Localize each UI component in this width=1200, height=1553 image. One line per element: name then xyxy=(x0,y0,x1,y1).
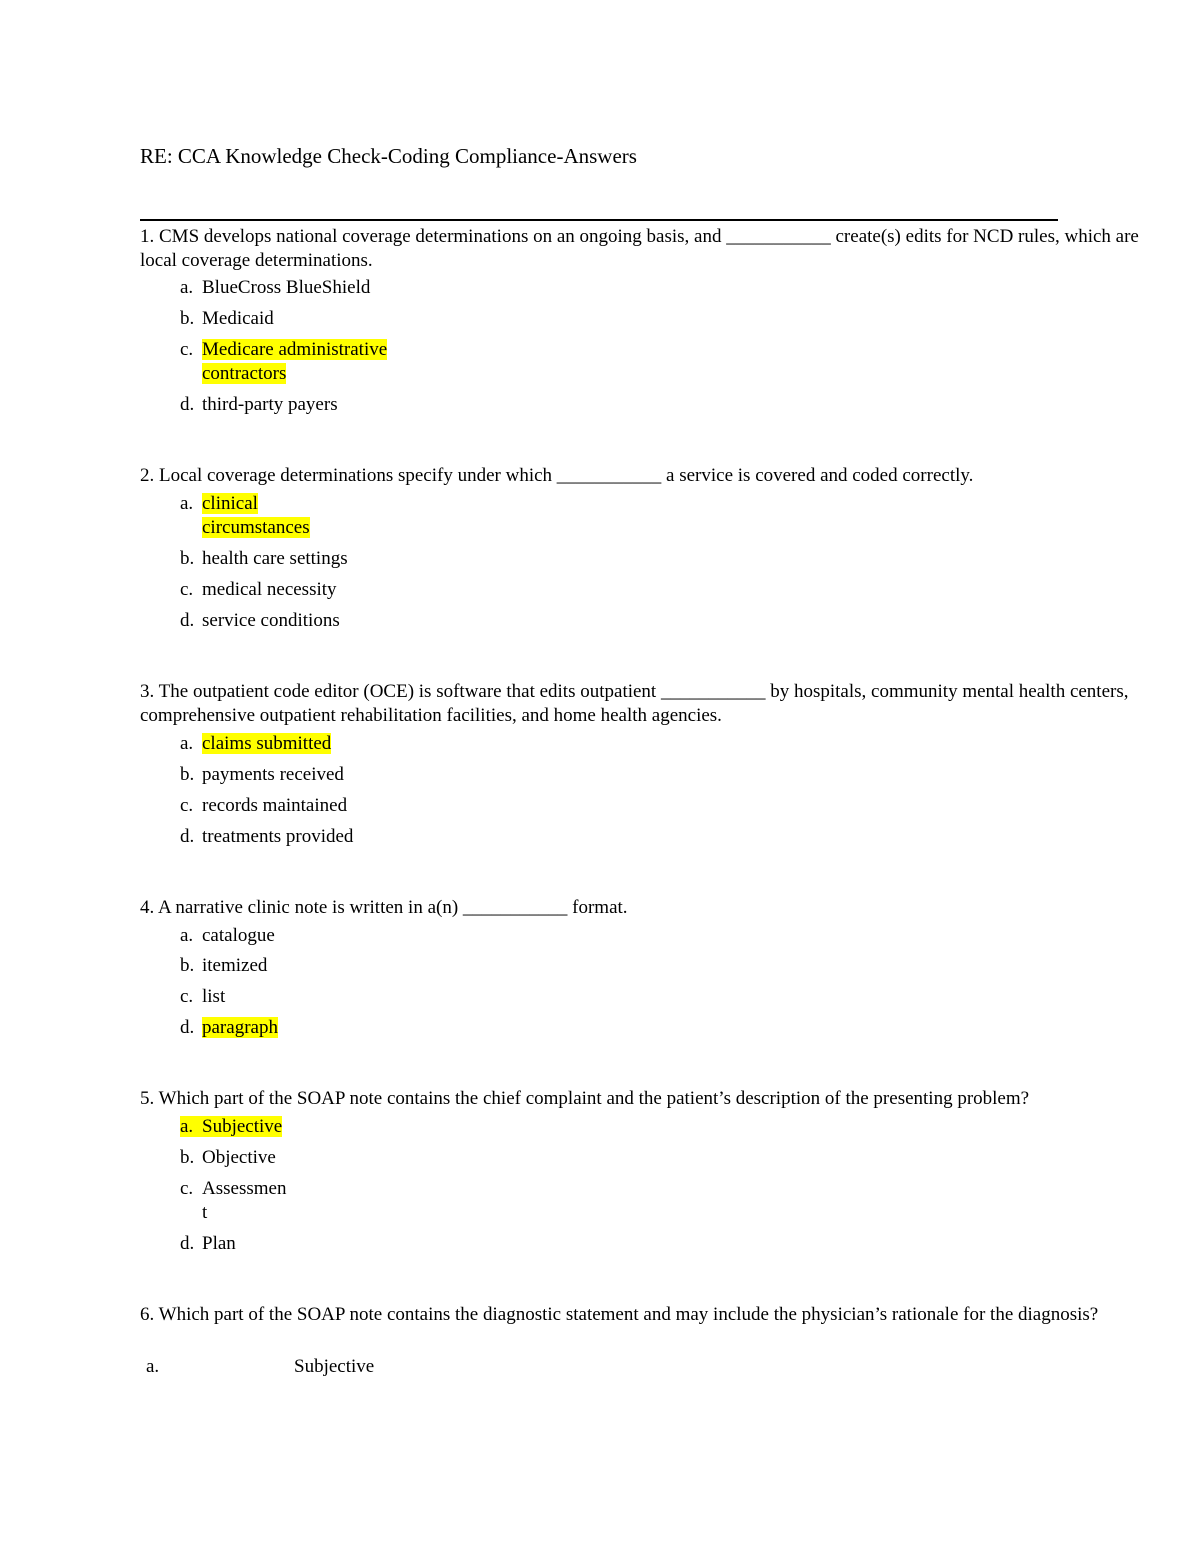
q6-option-a xyxy=(146,1355,374,1379)
option-letter: d. xyxy=(180,610,195,631)
highlighted-answer-line-1: Medicare administrative xyxy=(202,339,388,360)
highlighted-answer xyxy=(180,1116,282,1137)
q2-option-b xyxy=(180,547,348,571)
q4-option-c xyxy=(180,985,225,1009)
q5-option-c xyxy=(180,1177,286,1225)
option-letter: a. xyxy=(146,1356,160,1377)
question-3-text: 3. The outpatient code editor (OCE) is software that edits outpatient ___________ by hospitals, community mental health centers, comprehensive outpatient rehabilitation facilities, and home health agencies. xyxy=(140,681,1129,726)
option-letter: b. xyxy=(180,955,195,976)
q3-option-d xyxy=(180,825,353,849)
option-letter: a. xyxy=(180,733,194,754)
option-letter: b. xyxy=(180,1147,195,1168)
q4-option-b xyxy=(180,954,267,978)
option-text: service conditions xyxy=(202,610,340,631)
q2-option-d xyxy=(180,609,340,633)
question-5-text: 5. Which part of the SOAP note contains the chief complaint and the patient’s description of the presenting problem? xyxy=(140,1088,1030,1109)
option-text: records maintained xyxy=(202,795,348,816)
q1-option-d xyxy=(180,393,338,417)
option-text: Subjective xyxy=(202,1116,283,1137)
highlighted-answer-line-2: circumstances xyxy=(202,517,310,538)
q4-option-d-answer xyxy=(180,1016,278,1040)
option-letter: c. xyxy=(180,986,194,1007)
question-4-text: 4. A narrative clinic note is written in a(n) ___________ format. xyxy=(140,897,628,918)
option-text: Plan xyxy=(202,1233,236,1254)
q5-option-a-answer xyxy=(180,1115,282,1139)
option-letter: a. xyxy=(180,1116,194,1137)
option-text-line-1: Assessmen xyxy=(202,1178,287,1199)
q3-option-b xyxy=(180,763,344,787)
option-text: Subjective xyxy=(294,1356,375,1377)
q5-option-d xyxy=(180,1232,236,1256)
q4-option-a xyxy=(180,924,275,948)
q3-option-c xyxy=(180,794,347,818)
option-text: Objective xyxy=(202,1147,276,1168)
option-text-line-2: t xyxy=(202,1202,208,1223)
title-divider xyxy=(140,219,1058,221)
option-letter: d. xyxy=(180,1233,195,1254)
option-text: medical necessity xyxy=(202,579,337,600)
option-letter: c. xyxy=(180,795,194,816)
highlighted-answer-line-1: clinical xyxy=(202,493,258,514)
option-text: BlueCross BlueShield xyxy=(202,277,371,298)
option-text: catalogue xyxy=(202,925,275,946)
highlighted-answer-line-2: contractors xyxy=(202,363,287,384)
option-letter: b. xyxy=(180,764,195,785)
q5-option-b xyxy=(180,1146,276,1170)
option-text: treatments provided xyxy=(202,826,354,847)
option-letter: b. xyxy=(180,308,195,329)
highlighted-answer: paragraph xyxy=(202,1017,278,1038)
option-letter: a. xyxy=(180,277,194,298)
option-text: list xyxy=(202,986,226,1007)
option-letter: a. xyxy=(180,493,194,514)
option-letter: b. xyxy=(180,548,195,569)
option-letter: a. xyxy=(180,925,194,946)
option-letter: c. xyxy=(180,339,194,360)
document-title: RE: CCA Knowledge Check-Coding Compliance-Answers xyxy=(140,144,637,168)
option-text: payments received xyxy=(202,764,344,785)
q1-option-a xyxy=(180,276,370,300)
option-letter: d. xyxy=(180,1017,195,1038)
option-letter: d. xyxy=(180,826,195,847)
option-text: health care settings xyxy=(202,548,348,569)
q2-option-c xyxy=(180,578,337,602)
option-letter: d. xyxy=(180,394,195,415)
question-6-text: 6. Which part of the SOAP note contains the diagnostic statement and may include the physician’s rationale for the diagnosis? xyxy=(140,1304,1099,1325)
option-letter: c. xyxy=(180,579,194,600)
q1-option-b xyxy=(180,307,274,331)
option-letter: c. xyxy=(180,1178,194,1199)
q1-option-c-answer xyxy=(180,338,387,386)
q2-option-a-answer xyxy=(180,492,310,540)
option-text: Medicaid xyxy=(202,308,274,329)
highlighted-answer: claims submitted xyxy=(202,733,332,754)
question-2-text: 2. Local coverage determinations specify under which ___________ a service is covered and coded correctly. xyxy=(140,465,974,486)
question-1-text: 1. CMS develops national coverage determinations on an ongoing basis, and ___________ create(s) edits for NCD rules, which are local coverage determinations. xyxy=(140,226,1139,271)
option-text: third-party payers xyxy=(202,394,338,415)
q3-option-a-answer xyxy=(180,732,331,756)
option-text: itemized xyxy=(202,955,268,976)
